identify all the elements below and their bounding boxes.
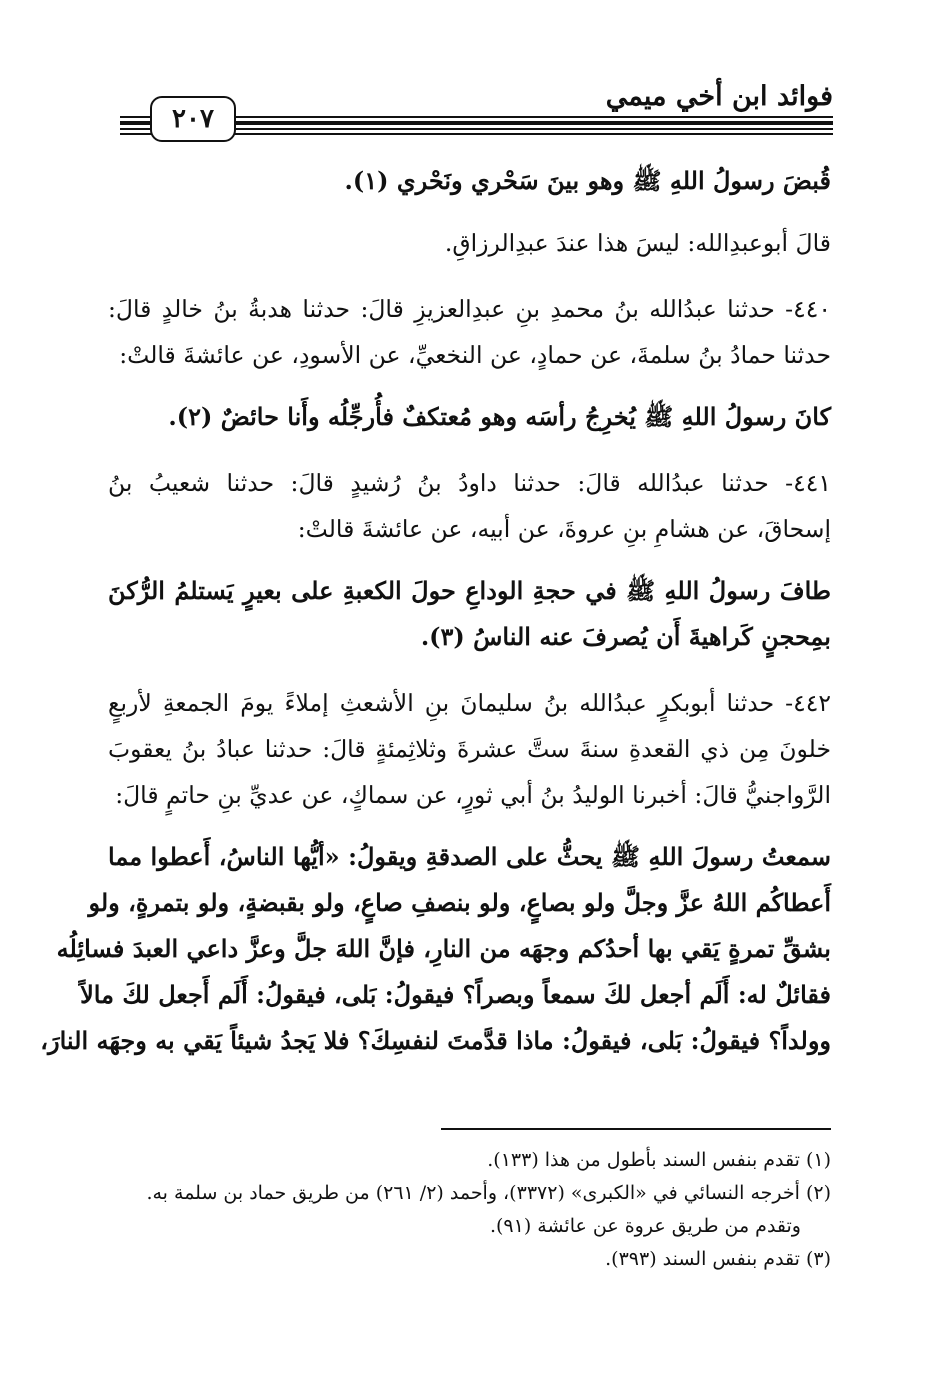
hadith-line: كانَ رسولُ اللهِ ﷺ يُخرِجُ رأسَه وهو مُعتكفٌ فأُرجِّلُه وأَنا حائضٌ (٢). [168, 402, 831, 431]
page-number: ٢٠٧ [150, 96, 236, 142]
footnote-separator [441, 1128, 831, 1130]
text-line: ٤٤١- حدثنا عبدُالله قالَ: حدثنا داودُ بنُ رُشيدٍ قالَ: حدثنا شعيبُ بنُ [108, 469, 831, 497]
main-text [40, 158, 831, 1064]
hadith-line: طافَ رسولُ اللهِ ﷺ في حجةِ الوداعِ حولَ الكعبةِ على بعيرٍ يَستلمُ الرُّكنَ [108, 576, 831, 605]
hadith-line: وولداً؟ فيقولُ: بَلى، فيقولُ: ماذا قدَّمتَ لنفسِكَ؟ فلا يَجدُ شيئاً يَقي به وجهَه النارَ، [40, 1026, 831, 1055]
hadith-line: أَعطاكُم اللهُ عزَّ وجلَّ ولو بصاعٍ، ولو بنصفِ صاعٍ، ولو بقبضةٍ، ولو بتمرةٍ، ولو [88, 888, 831, 917]
text-line: ٤٤٢- حدثنا أبوبكرٍ عبدُالله بنُ سليمانَ بنِ الأشعثِ إملاءً يومَ الجمعةِ لأربعٍ [108, 689, 831, 717]
hadith-line: فقائلٌ له: أَلَم أجعل لكَ سمعاً وبصراً؟ فيقولُ: بَلى، فيقولُ: أَلَم أَجعل لكَ مالاً [80, 980, 831, 1009]
footnote-label: (٣) [805, 1248, 831, 1270]
footnote [108, 1243, 831, 1276]
footnote-text: وتقدم من طريق عروة عن عائشة (٩١). [489, 1215, 801, 1237]
footnote-text: تقدم بنفس السند بأطول من هذا (١٣٣). [487, 1149, 800, 1171]
footnote-continuation [108, 1210, 831, 1243]
footnote-text: أخرجه النسائي في «الكبرى» (٣٣٧٢)، وأحمد (٢/ ٢٦١) من طريق حماد بن سلمة به. [146, 1182, 800, 1204]
hadith-line: سمعتُ رسولَ اللهِ ﷺ يحثُّ على الصدقةِ ويقولُ: «أيُّها الناسُ، أَعطوا مما [108, 842, 831, 871]
footnote [108, 1144, 831, 1177]
footnote-label: (١) [805, 1149, 831, 1171]
text-line: الرَّواجنيُّ قالَ: أخبرنا الوليدُ بنُ أبي ثورٍ، عن سماكٍ، عن عديِّ بنِ حاتمٍ قالَ: [115, 781, 831, 809]
text-line: قالَ أبوعبدِالله: ليسَ هذا عندَ عبدِالرزاقِ. [444, 229, 831, 257]
footnote [108, 1177, 831, 1210]
hadith-line: بمِحجنٍ كَراهيةَ أَن يُصرفَ عنه الناسُ (٣). [420, 622, 831, 651]
running-title: فوائد ابن أخي ميمي [605, 81, 833, 112]
hadith-line: بشقِّ تمرةٍ يَقي بها أحدُكم وجهَه من النارِ، فإنَّ اللهَ جلَّ وعزَّ داعي العبدَ فسائِلُه [56, 934, 831, 963]
footnotes [108, 1144, 831, 1276]
text-line: خلونَ مِن ذي القعدةِ سنةَ ستَّ عشرةَ وثلاثِمئةٍ قالَ: حدثنا عبادُ بنُ يعقوبَ [108, 735, 831, 763]
text-line: إسحاقَ، عن هشامِ بنِ عروةَ، عن أبيه، عن عائشةَ قالتْ: [297, 515, 831, 543]
footnote-label: (٢) [805, 1182, 831, 1204]
text-line: حدثنا حمادُ بنُ سلمةَ، عن حمادٍ، عن النخعيِّ، عن الأسودِ، عن عائشةَ قالتْ: [119, 341, 831, 369]
text-line: قُبضَ رسولُ اللهِ ﷺ وهو بينَ سَحْري ونَحْري (١). [344, 166, 831, 195]
text-line: ٤٤٠- حدثنا عبدُالله بنُ محمدِ بنِ عبدِالعزيزِ قالَ: حدثنا هدبةُ بنُ خالدٍ قالَ: [108, 295, 831, 323]
footnote-text: تقدم بنفس السند (٣٩٣). [605, 1248, 800, 1270]
